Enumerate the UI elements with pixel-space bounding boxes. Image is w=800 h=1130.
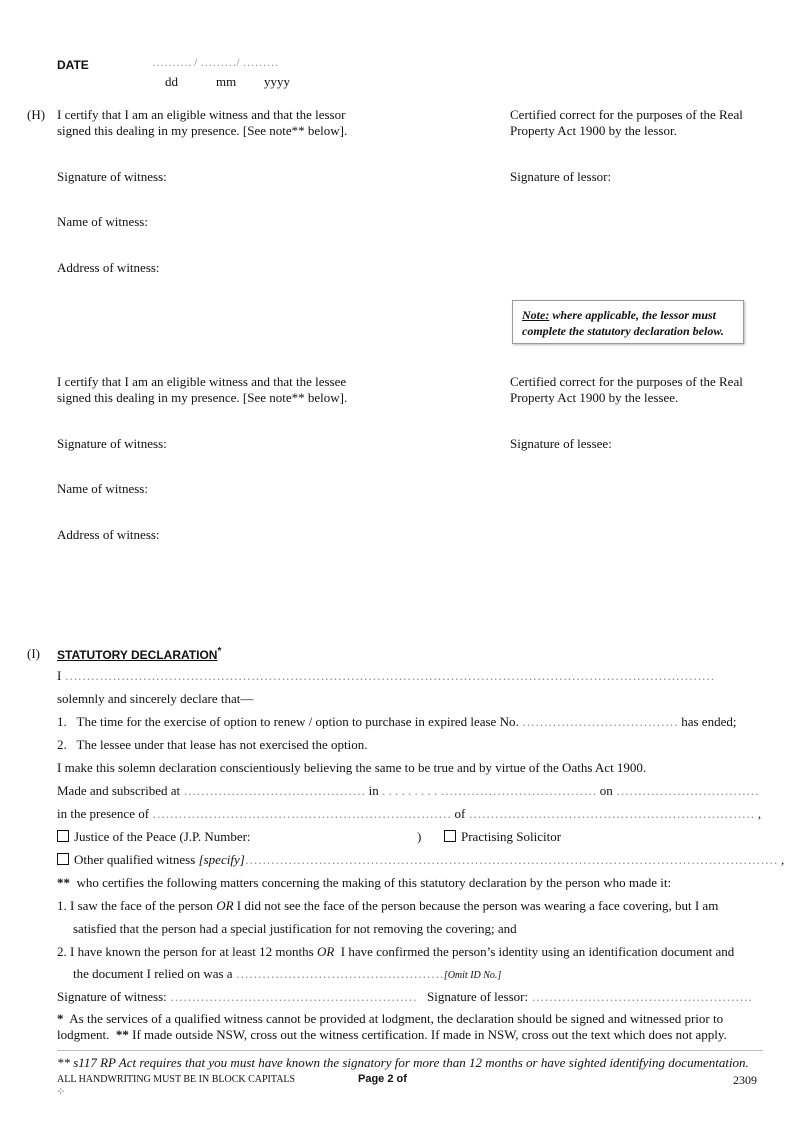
lessee-certified-line1: Certified correct for the purposes of the Real: [510, 374, 743, 389]
lessor-witness-cert-line2: signed this dealing in my presence. [See note** below].: [57, 123, 348, 138]
solicitor-option[interactable]: Practising Solicitor: [444, 829, 561, 845]
other-witness-option[interactable]: Other qualified witness [specify]…………………………………………………………………………………………………………… ,: [57, 852, 784, 868]
section-h-marker: (H): [27, 107, 46, 122]
note-text-line2: complete the statutory declaration below.: [522, 324, 724, 338]
signature-of-lessor-label: Signature of lessor:: [510, 169, 612, 184]
footnote-line2: lodgment. ** If made outside NSW, cross out the witness certification. If made in NSW, cross out the text which does not apply.: [57, 1027, 727, 1042]
name-of-witness-label: Name of witness:: [57, 214, 148, 229]
matter-1-line2: satisfied that the person had a special justification for not removing the covering; and: [73, 921, 517, 936]
lessor-certified-line1: Certified correct for the purposes of the Real: [510, 107, 743, 122]
matter-2-line2[interactable]: the document I relied on was a …………………………………………[Omit ID No.]: [73, 966, 502, 981]
date-field[interactable]: ………. / ………/ ………: [152, 55, 279, 69]
footer-divider: [57, 1050, 763, 1051]
jp-checkbox[interactable]: [57, 830, 69, 842]
matter-2-line1: 2. I have known the person for at least 12 months OR I have confirmed the person’s identity using an identification document and: [57, 944, 735, 959]
lessor-note-box: [512, 300, 744, 344]
date-label: DATE: [57, 58, 89, 72]
footnote-line1: * As the services of a qualified witness cannot be provided at lodgment, the declaration should be signed and witnessed prior to: [57, 1011, 724, 1026]
solemnly-declare-text: solemnly and sincerely declare that—: [57, 691, 254, 706]
title-asterisk: *: [217, 646, 222, 657]
i-label: I: [57, 668, 62, 683]
made-subscribed-line[interactable]: Made and subscribed at …………………………………… in . . . . . . . . . ……………………………… on ……………………………: [57, 783, 759, 798]
note-label: Note:: [522, 308, 550, 322]
statutory-declaration-title: STATUTORY DECLARATION*: [57, 646, 222, 662]
s117-note: ** s117 RP Act requires that you must have known the signatory for more than 12 months or have sighted identifying documentation.: [57, 1055, 749, 1070]
page-number: Page 2 of: [358, 1073, 407, 1085]
signature-of-witness-2-label: Signature of witness:: [57, 436, 167, 451]
lessor-witness-cert-line1: I certify that I am an eligible witness and that the lessor: [57, 107, 346, 122]
signature-of-witness-label: Signature of witness:: [57, 169, 167, 184]
name-of-witness-2-label: Name of witness:: [57, 481, 148, 496]
other-witness-checkbox[interactable]: [57, 853, 69, 865]
lessee-witness-cert-line2: signed this dealing in my presence. [See note** below].: [57, 390, 348, 405]
section-i-marker: (I): [27, 646, 40, 661]
form-code: 2309: [733, 1073, 757, 1087]
date-dd-label: dd: [165, 74, 178, 89]
crop-mark-icon: ⊹: [57, 1086, 65, 1096]
declaration-item-2: 2. The lessee under that lease has not exercised the option.: [57, 737, 368, 752]
matter-1-line1: 1. I saw the face of the person OR I did not see the face of the person because the person was wearing a face covering, but I am: [57, 898, 719, 913]
jp-close-paren: ): [417, 829, 422, 844]
certifies-line: ** who certifies the following matters concerning the making of this statutory declaration by the person who made it:: [57, 875, 672, 890]
declarant-line[interactable]: I ……………………………………………………………………………………………………………………………………: [57, 668, 715, 683]
signature-of-lessee-label: Signature of lessee:: [510, 436, 612, 451]
presence-of-line[interactable]: in the presence of …………………………………………………………… of ………………………………………………………… ,: [57, 806, 762, 821]
lessee-witness-cert-line1: I certify that I am an eligible witness and that the lessee: [57, 374, 347, 389]
signature-witness-line[interactable]: Signature of witness: …………………………………………………: [57, 989, 418, 1004]
signature-lessor-line[interactable]: Signature of lessor: ……………………………………………: [427, 989, 753, 1004]
date-yyyy-label: yyyy: [264, 74, 290, 89]
solemn-declaration-text: I make this solemn declaration conscientiously believing the same to be true and by virtue of the Oaths Act 1900.: [57, 760, 647, 775]
lessor-certified-line2: Property Act 1900 by the lessor.: [510, 123, 677, 138]
block-capitals-note: ALL HANDWRITING MUST BE IN BLOCK CAPITALS: [57, 1074, 296, 1085]
solicitor-checkbox[interactable]: [444, 830, 456, 842]
declaration-item-1: 1. The time for the exercise of option to renew / option to purchase in expired lease No. ……………………………… has ended;: [57, 714, 737, 729]
date-mm-label: mm: [216, 74, 237, 89]
jp-option[interactable]: Justice of the Peace (J.P. Number:: [57, 829, 251, 845]
note-text-line1: where applicable, the lessor must: [552, 308, 716, 322]
lessee-certified-line2: Property Act 1900 by the lessee.: [510, 390, 679, 405]
address-of-witness-2-label: Address of witness:: [57, 527, 160, 542]
address-of-witness-label: Address of witness:: [57, 260, 160, 275]
